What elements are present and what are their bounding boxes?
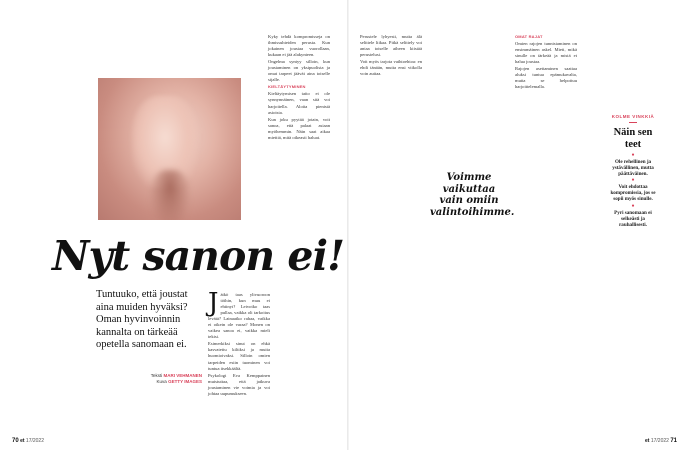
magazine-name: et	[20, 438, 25, 444]
page-number: 70	[12, 438, 19, 444]
body-paragraph: Kun joku pyytää jotain, voit sanoa, että palaat asiaan myöhemmin. Näin saat aikaa miettiä, mitä oikeasti haluat.	[268, 116, 330, 140]
body-paragraph: ätkö taas ylivuoroon töihin, kun muu ei ehtinyt? Leivotko taas pullaa, vaikka oli tarkoitus levätä? Lainaatko rahaa, vaikka ei oikein ole varaa? Monen on vaikea sanoa ei, vaikka mieli tekisi.	[208, 292, 270, 340]
body-paragraph: Psykologi Eva Kemppainen muistuttaa, että jatkuva joustaminen vie voimia ja voi johtaa uupumukseen.	[208, 372, 270, 396]
body-paragraph: Omien rajojen tunnistaminen on ensimmäinen askel. Mieti, mikä sinulle on tärkeää ja mistä et halua joustaa.	[515, 41, 577, 65]
bullet-dot-icon: ●	[631, 203, 635, 209]
text-credit-label: Teksti	[150, 373, 163, 378]
body-paragraph: Perustele lyhyesti, mutta älä selittele liikaa. Pitkä selittely voi antaa toiselle aiheen kiistää perustelusi.	[360, 34, 422, 58]
hero-photo-stop-hand	[98, 78, 241, 220]
page-gutter	[347, 0, 349, 450]
text-credit-author: MARI VEHMANEN	[163, 373, 202, 378]
issue-number: 17/2022	[25, 438, 44, 444]
issue-number: 17/2022	[650, 438, 669, 444]
body-paragraph: Voit myös tarjota vaihtoehtoa: en ehdi tänään, mutta ensi viikolla voin auttaa.	[360, 59, 422, 77]
body-paragraph: Kieltäytymisen taito ei ole synnynnäinen, vaan sitä voi harjoitella. Aloita pienistä asioista.	[268, 91, 330, 115]
magazine-name: et	[645, 438, 650, 444]
lead-text: Tuntuuko, että joustat aina muiden hyväksi? Oman hyvinvoinnin kannalta on tärkeää opetella sanomaan ei.	[96, 289, 188, 350]
badge-divider	[629, 122, 637, 123]
folio-left	[12, 438, 44, 444]
bullet-dot-icon: ●	[631, 178, 635, 184]
sidebar-tip: Pyri sanomaan ei selkeästi ja rauhallisesti.	[614, 209, 652, 228]
sidebar-badge: KOLME VINKKIÄ	[611, 114, 655, 119]
article-column-3	[360, 34, 422, 78]
section-kicker: KIELTÄYTYMINEN	[268, 84, 306, 90]
article-column-2	[268, 34, 330, 142]
article-column-4	[515, 34, 577, 91]
body-paragraph: Rajojen asettaminen saattaa aluksi tuntua epämukavalta, mutta se helpottuu harjoittelemalla.	[515, 66, 577, 90]
body-paragraph: Ongelma syntyy silloin, kun joustaminen on yksipuolista ja omat tarpeet jäävät aina toiselle sijalle.	[268, 59, 330, 83]
bullet-dot-icon: ●	[631, 153, 635, 158]
body-paragraph: Esimerkiksi sinut on ehkä kasvatettu kiltiksi ja muita huomioivaksi. Silloin omien tarpeiden esiin tuominen voi tuntua itsekkäältä.	[208, 341, 270, 371]
sidebar-title: Näin sen teet	[613, 127, 653, 150]
body-paragraph: Kyky tehdä kompromisseja on ihmissuhteiden perusta. Kun jokainen joustaa vuorollaan, kukaan ei jää alakynteen.	[268, 34, 330, 58]
tips-sidebar	[608, 114, 658, 230]
photo-credit-label: Kuva	[156, 379, 167, 384]
dropcap: J	[208, 288, 219, 318]
section-kicker: OMAT RAJAT	[515, 34, 543, 39]
sidebar-tip: Ole rehellinen ja ystävällinen, mutta päättäväinen.	[612, 159, 654, 178]
page-number: 71	[670, 438, 677, 444]
pull-quote: Voimme vaikuttaa vain omiin valintoihimme.	[430, 172, 515, 218]
photo-credit-author: GETTY IMAGES	[168, 379, 202, 384]
folio-right	[645, 438, 677, 444]
sidebar-tip: Voit ehdottaa kompromissia, jos se sopii myös sinulle.	[610, 184, 656, 203]
byline	[112, 373, 202, 385]
headline: Nyt sanon ei!	[52, 232, 345, 280]
figure-shape	[150, 170, 190, 220]
article-column-1	[208, 288, 270, 398]
